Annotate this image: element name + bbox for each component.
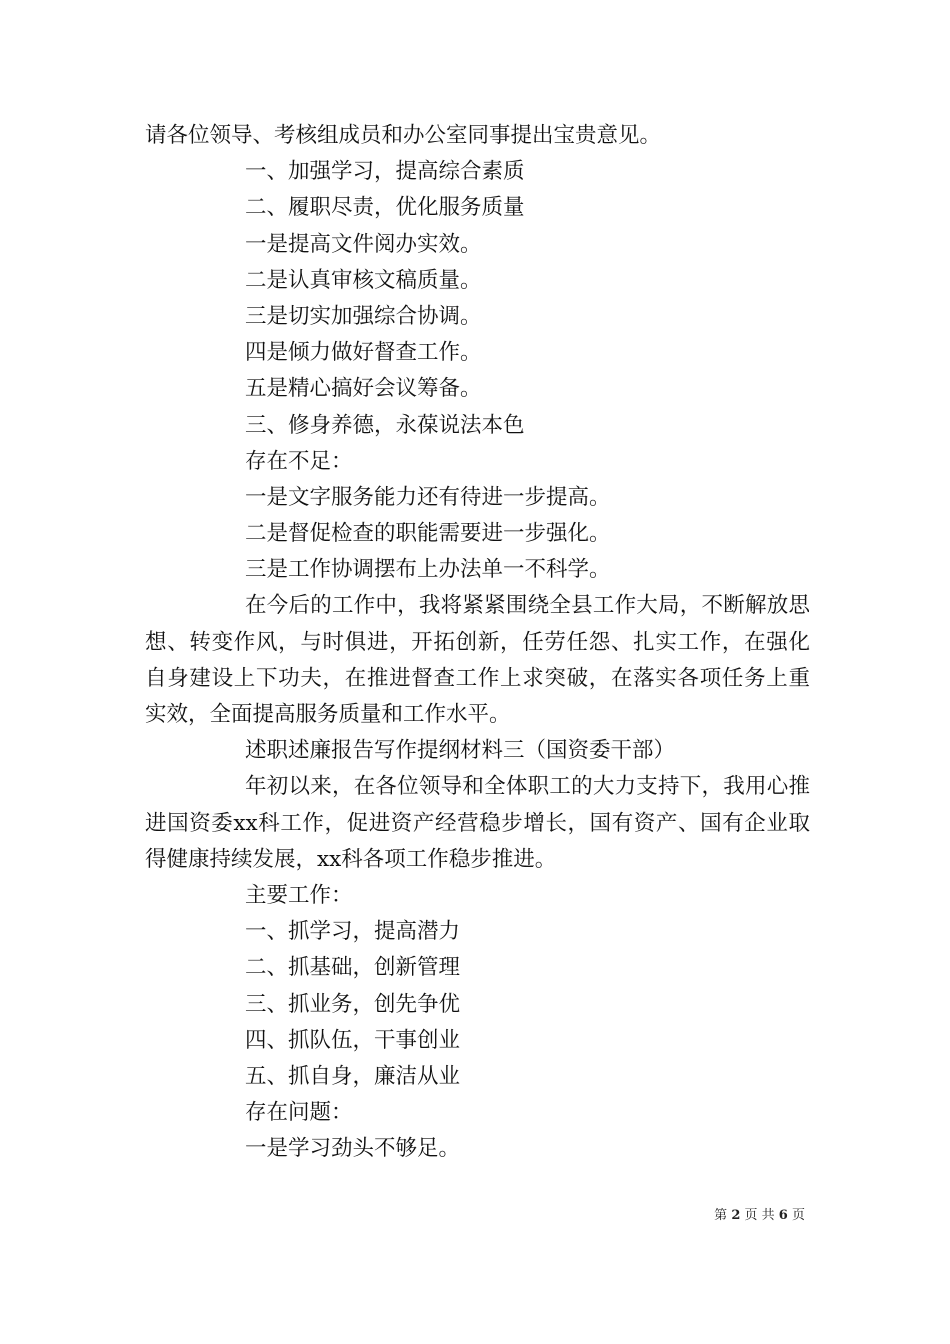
subheading: 主要工作： — [245, 883, 353, 909]
page-number: 2 — [731, 1208, 741, 1223]
list-item: 三是切实加强综合协调。 — [245, 303, 482, 329]
document-body — [145, 118, 810, 1168]
list-item: 二、抓基础，创新管理 — [245, 955, 461, 981]
list-item: 二是督促检查的职能需要进一步强化。 — [245, 521, 611, 547]
list-item: 二是认真审核文稿质量。 — [245, 267, 482, 293]
section-heading: 一、加强学习，提高综合素质 — [245, 159, 525, 185]
list-item: 一、抓学习，提高潜力 — [245, 919, 461, 945]
list-item: 五、抓自身，廉洁从业 — [245, 1063, 461, 1089]
list-item: 一是学习劲头不够足。 — [245, 1136, 461, 1162]
footer-middle: 页 共 — [744, 1208, 775, 1223]
page-footer — [714, 1204, 805, 1223]
subheading: 存在问题： — [245, 1100, 353, 1126]
text-line: 请各位领导、考核组成员和办公室同事提出宝贵意见。 — [145, 123, 662, 148]
section-heading: 三、修身养德，永葆说法本色 — [245, 412, 525, 438]
list-item: 三、抓业务，创先争优 — [245, 991, 461, 1017]
list-item: 四、抓队伍，干事创业 — [245, 1027, 461, 1053]
list-item: 一是提高文件阅办实效。 — [245, 231, 482, 257]
footer-suffix: 页 — [791, 1208, 805, 1223]
list-item: 四是倾力做好督查工作。 — [245, 340, 482, 366]
page-total: 6 — [778, 1208, 788, 1223]
footer-prefix: 第 — [714, 1208, 728, 1223]
body-paragraph: 在今后的工作中，我将紧紧围绕全县工作大局，不断解放思想、转变作风，与时俱进，开拓创新，任劳任怨、扎实工作，在强化自身建设上下功夫，在推进督查工作上求突破，在落实各项任务上重实效，全面提高服务质量和工作水平。 — [145, 593, 810, 728]
body-paragraph: 年初以来，在各位领导和全体职工的大力支持下，我用心推进国资委xx科工作，促进资产经营稳步增长，国有资产、国有企业取得健康持续发展，xx科各项工作稳步推进。 — [145, 774, 810, 872]
list-item: 三是工作协调摆布上办法单一不科学。 — [245, 557, 611, 583]
section-heading: 二、履职尽责，优化服务质量 — [245, 195, 525, 221]
document-heading: 述职述廉报告写作提纲材料三（国资委干部） — [245, 738, 676, 764]
list-item: 一是文字服务能力还有待进一步提高。 — [245, 484, 611, 510]
subheading: 存在不足： — [245, 448, 353, 474]
list-item: 五是精心搞好会议筹备。 — [245, 376, 482, 402]
